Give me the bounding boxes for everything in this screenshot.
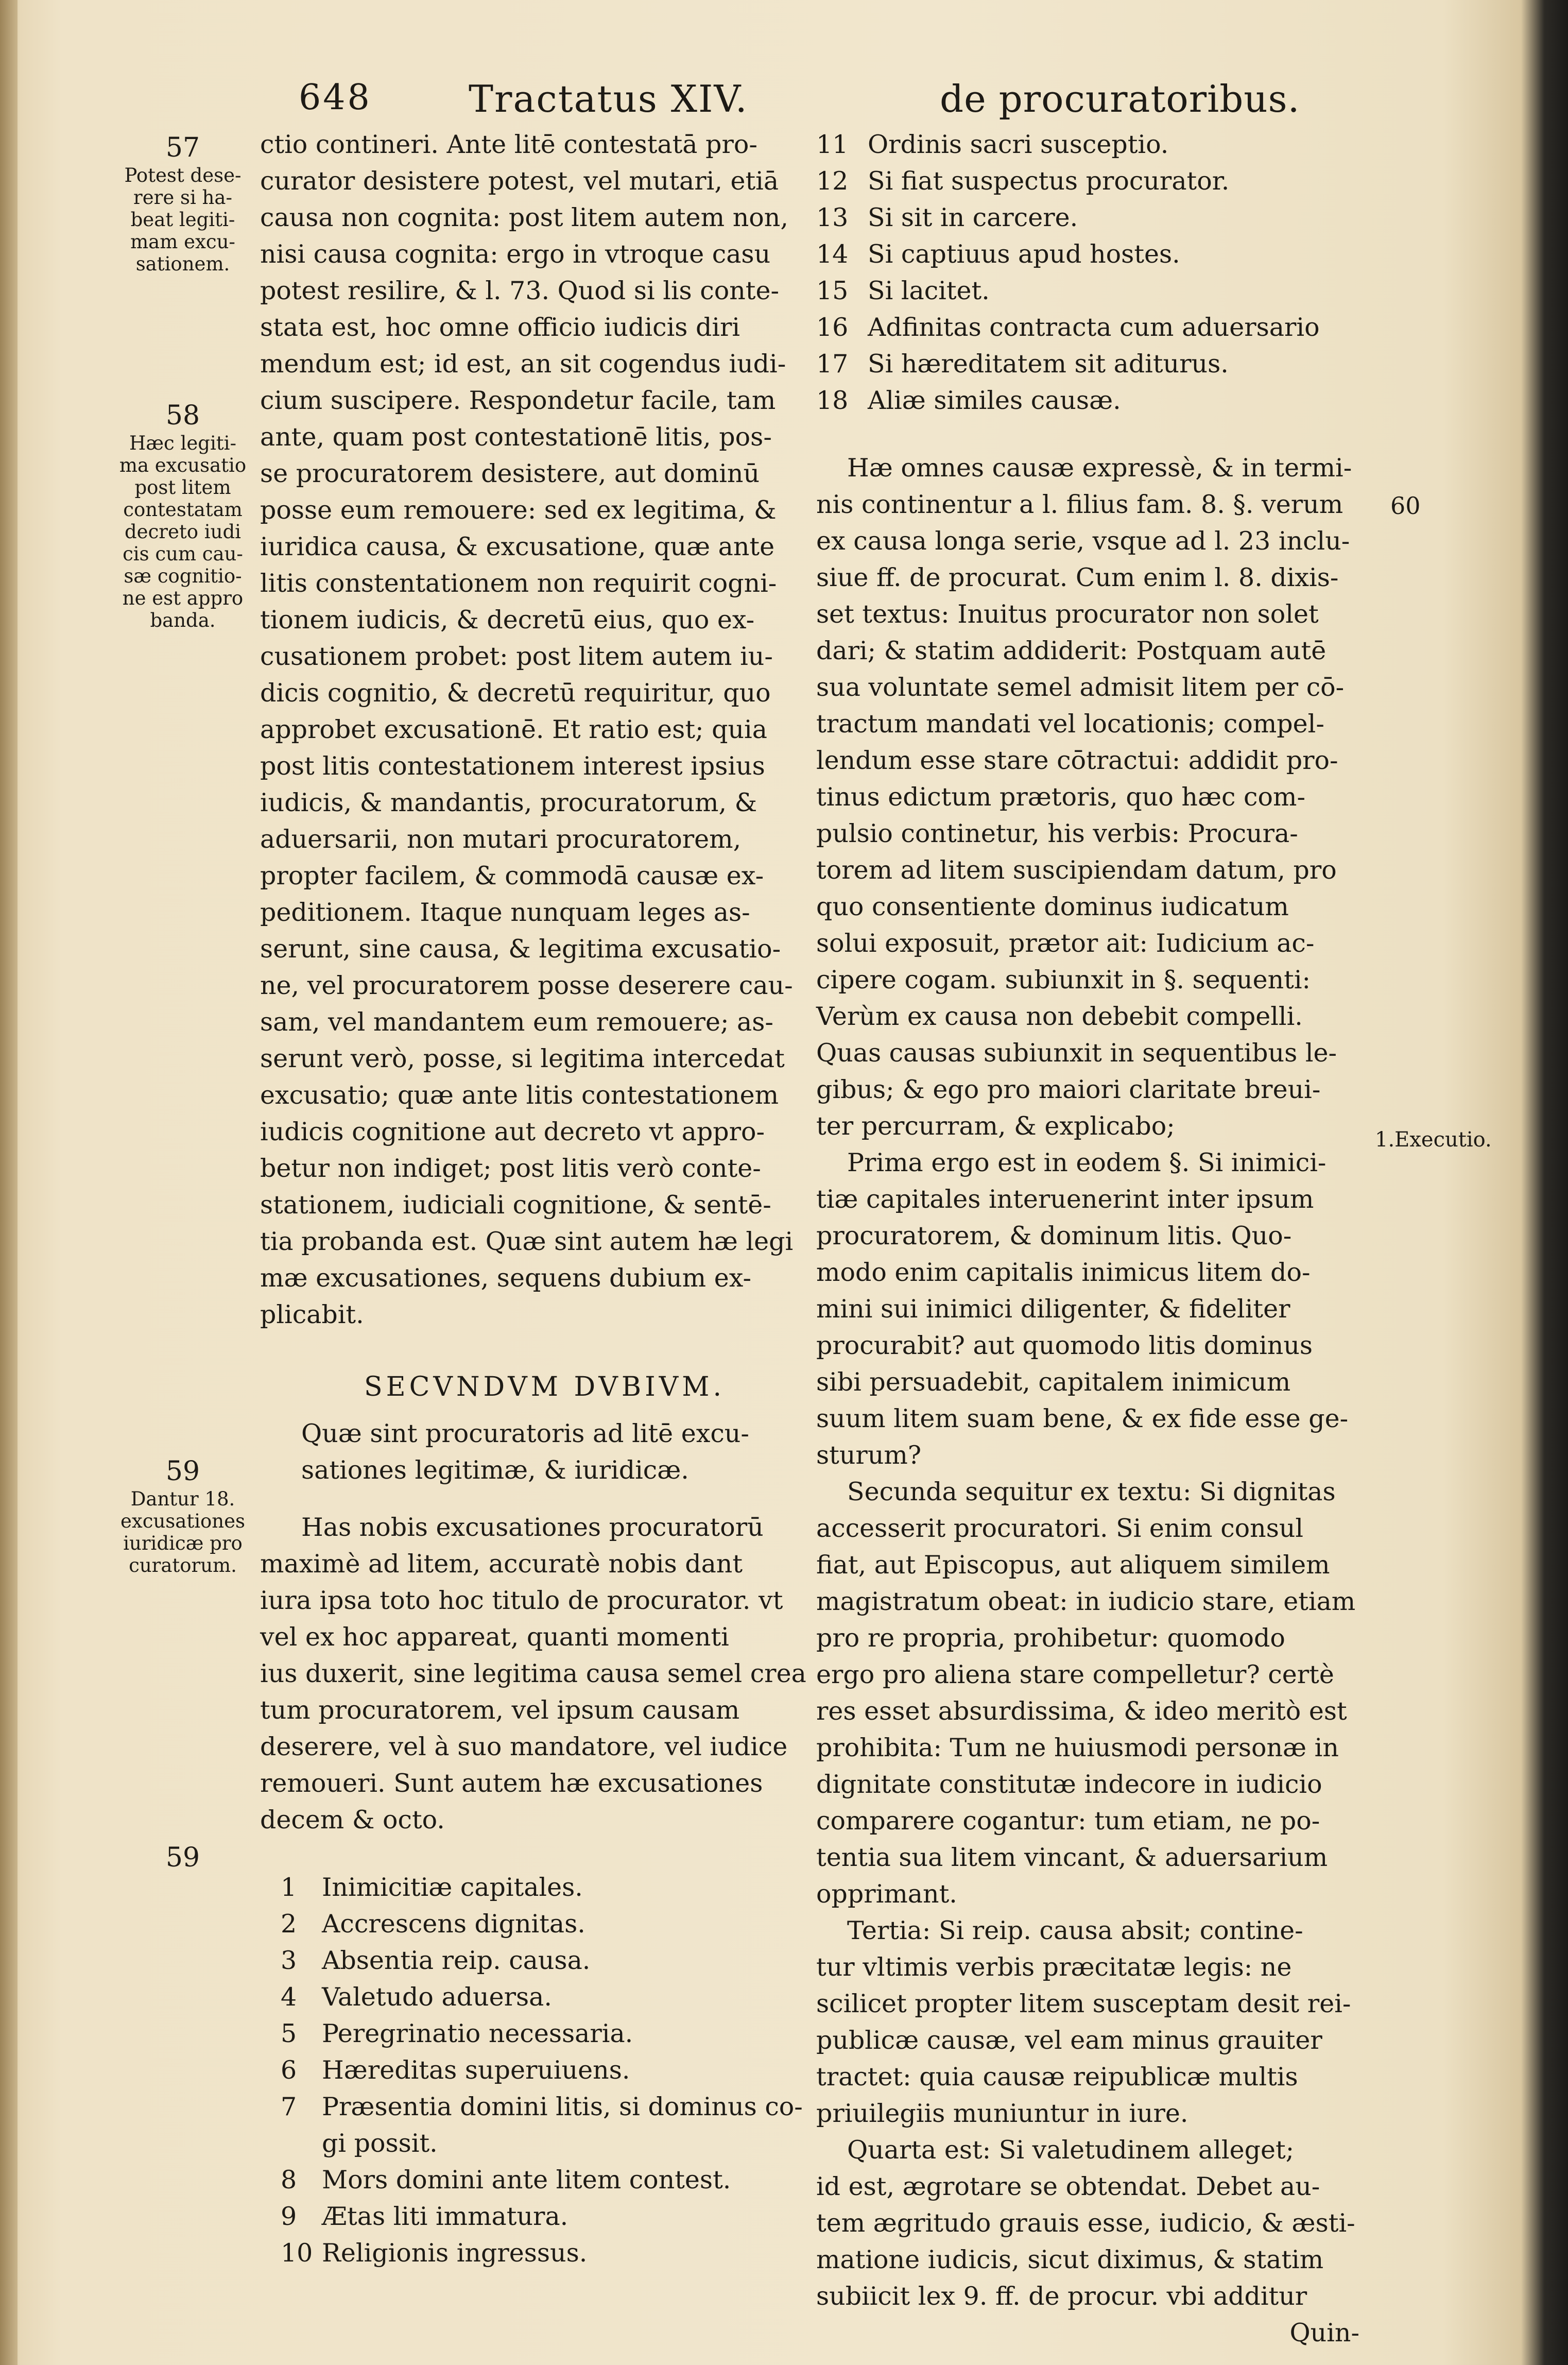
running-head-left: Tractatus XIV.: [469, 77, 748, 121]
margin-note-line: contestatam: [123, 499, 243, 521]
text-line: decem & octo.: [260, 1805, 445, 1835]
list-number: 15: [816, 276, 849, 305]
list-item: [260, 2235, 829, 2271]
margin-note-executio: [1375, 1128, 1529, 1152]
list-item: [816, 272, 1375, 309]
list-text: Hæreditas superuiuens.: [322, 2055, 630, 2085]
list-item: [816, 236, 1375, 272]
list-text: Absentia reip. causa.: [322, 1946, 591, 1975]
margin-note-line: decreto iudi: [125, 521, 241, 543]
text-line: se procuratorem desistere, aut dominū: [260, 459, 760, 488]
text-line: iura ipsa toto hoc titulo de procurator. vt: [260, 1586, 783, 1615]
text-line: dari; & statim addiderit: Postquam autē: [816, 636, 1326, 665]
text-line: solui exposuit, prætor ait: Iudicium ac-: [816, 929, 1315, 958]
text-line: curator desistere potest, vel mutari, etiā: [260, 166, 779, 196]
margin-note-number: 59: [165, 1842, 200, 1873]
question-line: sationes legitimæ, & iuridicæ.: [301, 1455, 689, 1485]
text-line: causa non cognita: post litem autem non,: [260, 203, 788, 232]
margin-note-line: 1.Executio.: [1375, 1128, 1492, 1152]
left-column: [260, 126, 829, 2271]
text-line: tractet: quia causæ reipublicæ multis: [816, 2062, 1298, 2092]
list-text: Ordinis sacri susceptio.: [868, 130, 1169, 159]
list-number: 8: [281, 2165, 297, 2195]
text-line: Verùm ex causa non debebit compelli.: [816, 1002, 1303, 1031]
text-line: tum procuratorem, vel ipsum causam: [260, 1695, 740, 1725]
margin-note-57: [98, 131, 268, 275]
list-item: [260, 1906, 829, 1942]
margin-note-number: 58: [165, 400, 200, 431]
list-text: Si fiat suspectus procurator.: [868, 166, 1230, 196]
text-line: aduersarii, non mutari procuratorem,: [260, 825, 742, 854]
text-line: iudicis, & mandantis, procuratorum, &: [260, 788, 757, 817]
text-line: suum litem suam bene, & ex fide esse ge-: [816, 1404, 1349, 1433]
text-line: Prima ergo est in eodem §. Si inimici-: [847, 1148, 1326, 1177]
paragraph: [816, 1912, 1375, 2132]
margin-note-line: ne est appro: [122, 587, 244, 609]
section-title: SECVNDVM DVBIVM.: [364, 1372, 725, 1402]
text-line: ante, quam post contestationē litis, pos-: [260, 422, 772, 452]
text-line: tem ægritudo grauis esse, iudicio, & æsti-: [816, 2208, 1355, 2238]
margin-note-line: post litem: [134, 476, 231, 499]
text-line: pulsio continetur, his verbis: Procura-: [816, 819, 1298, 848]
text-line: mendum est; id est, an sit cogendus iudi-: [260, 349, 786, 379]
list-item: [260, 2088, 829, 2125]
text-line: Secunda sequitur ex textu: Si dignitas: [847, 1477, 1336, 1506]
excuses-list-continued: [816, 126, 1375, 419]
text-line: deserere, vel à suo mandatore, vel iudice: [260, 1732, 788, 1761]
text-line: cipere cogam. subiunxit in §. sequenti:: [816, 965, 1311, 995]
text-line: procurabit? aut quomodo litis dominus: [816, 1331, 1313, 1360]
margin-note-number: 59: [165, 1456, 200, 1487]
list-number: 5: [281, 2019, 297, 2048]
text-line: serunt, sine causa, & legitima excusatio-: [260, 934, 781, 964]
margin-note-59: [98, 1455, 268, 1576]
text-line: ctio contineri. Ante litē contestatā pro-: [260, 130, 757, 159]
list-text: Præsentia domini litis, si dominus co-: [322, 2092, 803, 2121]
list-item: [816, 126, 1375, 163]
text-line: vel ex hoc appareat, quanti momenti: [260, 1622, 729, 1652]
list-number: 13: [816, 203, 849, 232]
text-line: Quas causas subiunxit in sequentibus le-: [816, 1038, 1337, 1068]
text-line: Hæ omnes causæ expressè, & in termi-: [847, 453, 1352, 483]
list-number: 12: [816, 166, 849, 196]
text-line: matione iudicis, sicut diximus, & statim: [816, 2245, 1324, 2274]
list-item: [816, 163, 1375, 199]
text-line: tia probanda est. Quæ sint autem hæ legi: [260, 1227, 794, 1256]
text-line: mini sui inimici diligenter, & fideliter: [816, 1294, 1290, 1324]
text-line: ne, vel procuratorem posse deserere cau-: [260, 971, 793, 1000]
text-line: sibi persuadebit, capitalem inimicum: [816, 1367, 1291, 1397]
list-item: [260, 1869, 829, 1906]
list-number: 16: [816, 313, 849, 342]
text-line: torem ad litem suscipiendam datum, pro: [816, 855, 1337, 885]
text-line: plicabit.: [260, 1300, 364, 1329]
excuses-list: [260, 1869, 829, 2271]
text-line: approbet excusationē. Et ratio est; quia: [260, 715, 767, 744]
text-line: modo enim capitalis inimicus litem do-: [816, 1258, 1311, 1287]
list-number: 17: [816, 349, 849, 379]
paragraph: [816, 2132, 1375, 2315]
text-line: fiat, aut Episcopus, aut aliquem similem: [816, 1550, 1330, 1580]
text-line: cusationem probet: post litem autem iu-: [260, 642, 773, 671]
page-gutter: [0, 0, 18, 2365]
list-text: Si hæreditatem sit aditurus.: [868, 349, 1229, 379]
list-item: [816, 309, 1375, 346]
text-line: ius duxerit, sine legitima causa semel crea: [260, 1659, 806, 1688]
text-line: nisi causa cognita: ergo in vtroque casu: [260, 239, 771, 269]
list-item: [260, 2052, 829, 2088]
margin-note-line: banda.: [150, 609, 216, 631]
margin-note-line: Potest dese-: [124, 164, 242, 186]
list-number: 1: [281, 1873, 297, 1902]
text-line: procuratorem, & dominum litis. Quo-: [816, 1221, 1292, 1250]
text-line: potest resilire, & l. 73. Quod si lis conte-: [260, 276, 780, 305]
margin-note-line: sationem.: [135, 253, 230, 275]
text-line: tractum mandati vel locationis; compel-: [816, 709, 1324, 739]
text-line: tentia sua litem vincant, & aduersarium: [816, 1843, 1328, 1872]
list-number: 10: [281, 2238, 313, 2268]
list-text: gi possit.: [322, 2129, 438, 2158]
margin-note-line: curatorum.: [129, 1554, 237, 1576]
text-line: maximè ad litem, accuratè nobis dant: [260, 1549, 743, 1579]
list-item: [260, 2198, 829, 2235]
catchword: Quin-: [1289, 2318, 1359, 2347]
list-number: 4: [281, 1982, 297, 2012]
list-item: [260, 1979, 829, 2015]
list-item: [260, 1942, 829, 1979]
list-text: Si lacitet.: [868, 276, 990, 305]
list-number: 11: [816, 130, 849, 159]
margin-note-line: beat legiti-: [130, 209, 235, 231]
text-line: litis constentationem non requirit cogni-: [260, 569, 777, 598]
margin-note-60: [1390, 492, 1545, 520]
text-line: prohibita: Tum ne huiusmodi personæ in: [816, 1733, 1339, 1762]
text-line: iudicis cognitione aut decreto vt appro-: [260, 1117, 765, 1146]
text-line: pro re propria, prohibetur: quomodo: [816, 1623, 1285, 1653]
text-line: subiicit lex 9. ff. de procur. vbi additur: [816, 2282, 1307, 2311]
text-line: magistratum obeat: in iudicio stare, etiam: [816, 1587, 1356, 1616]
list-number: 18: [816, 386, 849, 415]
text-line: ter percurram, & explicabo;: [816, 1111, 1175, 1141]
text-line: mæ excusationes, sequens dubium ex-: [260, 1263, 752, 1293]
text-line: tionem iudicis, & decretū eius, quo ex-: [260, 605, 755, 635]
list-text: Si sit in carcere.: [868, 203, 1078, 232]
spacer: [260, 1838, 829, 1869]
text-line: dicis cognitio, & decretū requiritur, quo: [260, 678, 771, 708]
text-line: stationem, iudiciali cognitione, & sentē-: [260, 1190, 771, 1220]
text-line: tur vltimis verbis præcitatæ legis: ne: [816, 1952, 1292, 1982]
text-line: dignitate constitutæ indecore in iudicio: [816, 1770, 1322, 1799]
margin-note-line: Dantur 18.: [130, 1488, 235, 1510]
margin-note-number: 57: [165, 132, 200, 163]
list-item: [816, 199, 1375, 236]
page-header: [0, 72, 1442, 129]
list-text: Accrescens dignitas.: [322, 1909, 585, 1939]
text-line: opprimant.: [816, 1879, 957, 1909]
margin-note-line: Hæc legiti-: [129, 432, 236, 454]
list-item: [816, 346, 1375, 382]
text-line: peditionem. Itaque nunquam leges as-: [260, 898, 750, 927]
text-line: Quarta est: Si valetudinem alleget;: [847, 2135, 1295, 2165]
list-number: 3: [281, 1946, 297, 1975]
list-text: Inimicitiæ capitales.: [322, 1873, 583, 1902]
text-line: id est, ægrotare se obtendat. Debet au-: [816, 2172, 1320, 2201]
list-text: Adfinitas contracta cum aduersario: [868, 313, 1320, 342]
margin-note-line: sæ cognitio-: [124, 565, 242, 587]
running-head-right: de procuratoribus.: [940, 77, 1300, 121]
spacer: [260, 1488, 829, 1509]
text-line: tiæ capitales interuenerint inter ipsum: [816, 1185, 1314, 1214]
spacer: [816, 419, 1375, 450]
list-text: Mors domini ante litem contest.: [322, 2165, 731, 2195]
text-line: lendum esse stare cōtractui: addidit pro-: [816, 746, 1338, 775]
list-text: Peregrinatio necessaria.: [322, 2019, 633, 2048]
margin-note-58: [98, 399, 268, 631]
text-line: sturum?: [816, 1441, 922, 1470]
text-line: siue ff. de procurat. Cum enim l. 8. dixis-: [816, 563, 1339, 592]
text-line: propter facilem, & commodā causæ ex-: [260, 861, 764, 890]
list-item: [260, 2015, 829, 2052]
text-line: ergo pro aliena stare compelletur? certè: [816, 1660, 1334, 1689]
text-line: betur non indiget; post litis verò conte-: [260, 1154, 761, 1183]
text-line: posse eum remouere: sed ex legitima, &: [260, 495, 777, 525]
text-line: serunt verò, posse, si legitima intercedat: [260, 1044, 785, 1073]
text-line: iuridica causa, & excusatione, quæ ante: [260, 532, 775, 561]
margin-note-line: iuridicæ pro: [123, 1532, 243, 1554]
text-line: comparere cogantur: tum etiam, ne po-: [816, 1806, 1320, 1836]
text-line: nis continentur a l. filius fam. 8. §. verum: [816, 490, 1343, 519]
paragraph: [816, 1144, 1375, 1473]
margin-note-line: rere si ha-: [133, 186, 232, 209]
text-line: tinus edictum prætoris, quo hæc com-: [816, 782, 1305, 812]
margin-note-line: ma excusatio: [119, 454, 247, 476]
text-line: post litis contestationem interest ipsius: [260, 751, 765, 781]
list-number: 6: [281, 2055, 297, 2085]
paragraph: [260, 1509, 829, 1838]
list-item: [816, 382, 1375, 419]
list-text: Valetudo aduersa.: [322, 1982, 552, 2012]
text-line: priuilegiis muniuntur in iure.: [816, 2099, 1188, 2128]
text-line: stata est, hoc omne officio iudicis diri: [260, 313, 740, 342]
paragraph: [260, 126, 829, 1333]
text-line: sua voluntate semel admisit litem per cō-: [816, 673, 1345, 702]
text-line: quo consentiente dominus iudicatum: [816, 892, 1289, 921]
margin-note-line: excusationes: [120, 1510, 246, 1532]
text-line: Has nobis excusationes procuratorū: [301, 1513, 764, 1542]
list-text: Aliæ similes causæ.: [868, 386, 1121, 415]
page-number: 648: [299, 77, 372, 118]
text-line: sam, vel mandantem eum remouere; as-: [260, 1007, 773, 1037]
text-line: excusatio; quæ ante litis contestationem: [260, 1081, 779, 1110]
text-line: accesserit procuratori. Si enim consul: [816, 1514, 1304, 1543]
margin-note-59-second: [98, 1841, 268, 1874]
list-text: Ætas liti immatura.: [322, 2202, 568, 2231]
list-number: 2: [281, 1909, 297, 1939]
text-line: res esset absurdissima, & ideo meritò est: [816, 1696, 1347, 1726]
margin-note-number: 60: [1390, 492, 1421, 520]
text-line: remoueri. Sunt autem hæ excusationes: [260, 1769, 763, 1798]
list-item: [260, 2125, 829, 2162]
text-line: gibus; & ego pro maiori claritate breui-: [816, 1075, 1321, 1104]
text-line: ex causa longa serie, vsque ad l. 23 inclu-: [816, 526, 1350, 556]
question-line: Quæ sint procuratoris ad litē excu-: [301, 1419, 749, 1448]
text-line: Tertia: Si reip. causa absit; contine-: [847, 1916, 1303, 1945]
paragraph: [816, 1473, 1375, 1912]
question-heading: [260, 1415, 829, 1488]
paragraph: [816, 450, 1375, 1144]
list-text: Religionis ingressus.: [322, 2238, 588, 2268]
margin-note-line: cis cum cau-: [123, 543, 243, 565]
list-item: [260, 2162, 829, 2198]
list-number: 7: [281, 2092, 297, 2121]
margin-note-line: mam excu-: [130, 231, 235, 253]
right-column: [816, 126, 1375, 2351]
list-number: 9: [281, 2202, 297, 2231]
text-line: publicæ causæ, vel eam minus grauiter: [816, 2026, 1322, 2055]
list-text: Si captiuus apud hostes.: [868, 239, 1180, 269]
text-line: scilicet propter litem susceptam desit rei-: [816, 1989, 1351, 2018]
list-number: 14: [816, 239, 849, 269]
text-line: cium suscipere. Respondetur facile, tam: [260, 386, 776, 415]
text-line: set textus: Inuitus procurator non solet: [816, 599, 1319, 629]
